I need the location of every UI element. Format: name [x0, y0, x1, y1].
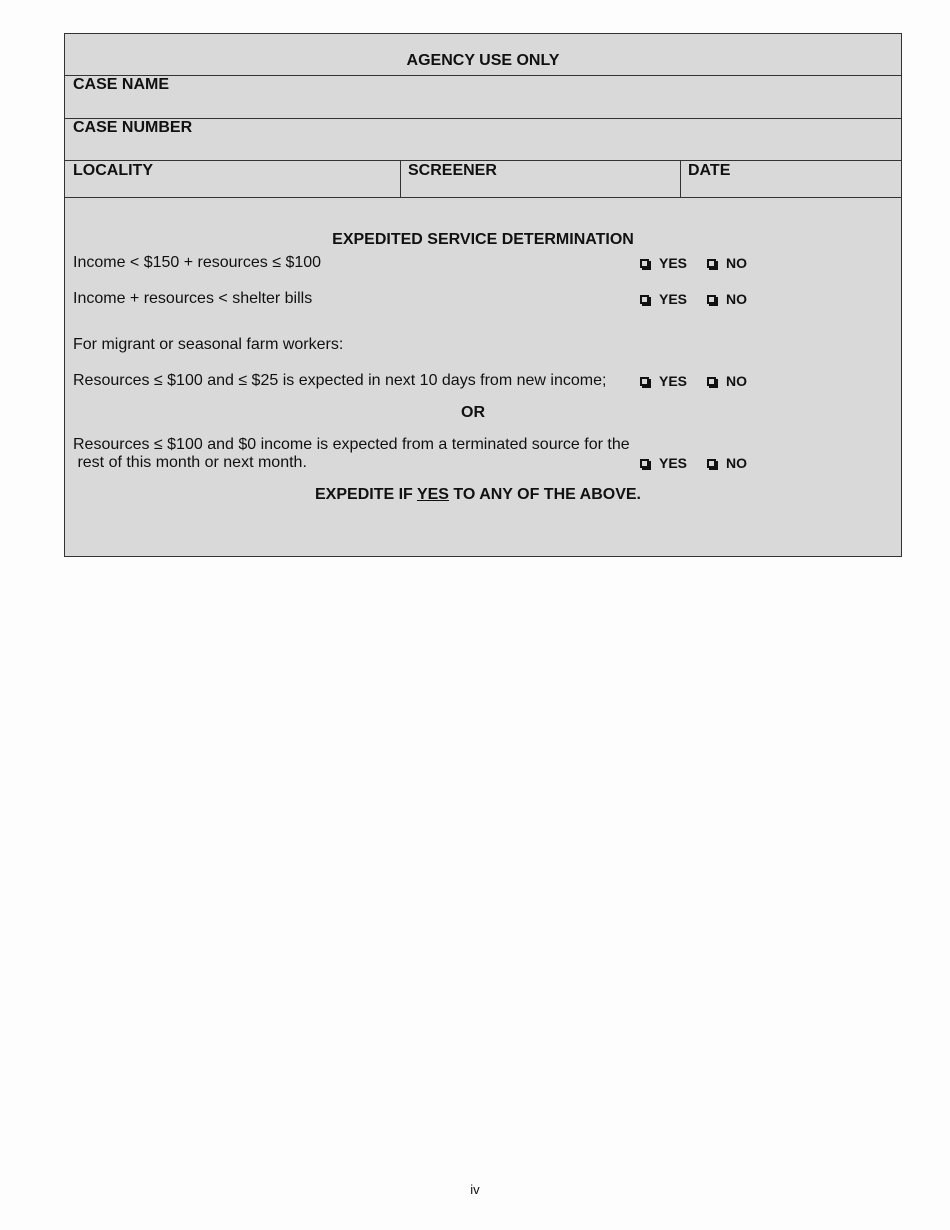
checkbox-icon: [640, 295, 649, 304]
criterion-text: Resources ≤ $100 and $0 income is expected from a terminated source for the: [73, 436, 630, 453]
date-field[interactable]: DATE: [688, 162, 731, 179]
locality-field[interactable]: LOCALITY: [73, 162, 153, 179]
yes-checkbox[interactable]: YES: [640, 255, 687, 271]
case-number-field[interactable]: CASE NUMBER: [73, 119, 193, 136]
checkbox-icon: [640, 459, 649, 468]
yes-checkbox[interactable]: YES: [640, 291, 687, 307]
form-title: AGENCY USE ONLY: [406, 52, 560, 69]
case-name-field[interactable]: CASE NAME: [73, 76, 170, 93]
checkbox-icon: [707, 295, 716, 304]
divider: [65, 197, 901, 198]
no-checkbox[interactable]: NO: [707, 291, 747, 307]
divider: [65, 160, 901, 161]
criterion-text: Income + resources < shelter bills: [73, 290, 313, 307]
migrant-heading: For migrant or seasonal farm workers:: [73, 336, 344, 353]
no-checkbox[interactable]: NO: [707, 455, 747, 471]
checkbox-icon: [707, 459, 716, 468]
checkbox-icon: [707, 259, 716, 268]
divider: [65, 75, 901, 76]
checkbox-icon: [640, 259, 649, 268]
divider: [400, 160, 401, 197]
section-title: EXPEDITED SERVICE DETERMINATION: [332, 231, 634, 248]
no-checkbox[interactable]: NO: [707, 255, 747, 271]
no-checkbox[interactable]: NO: [707, 373, 747, 389]
screener-field[interactable]: SCREENER: [408, 162, 497, 179]
criterion-text: Resources ≤ $100 and ≤ $25 is expected in next 10 days from new income;: [73, 372, 607, 389]
agency-use-form: [64, 33, 902, 557]
yes-checkbox[interactable]: YES: [640, 373, 687, 389]
criterion-text: rest of this month or next month.: [73, 454, 307, 471]
checkbox-icon: [640, 377, 649, 386]
yes-checkbox[interactable]: YES: [640, 455, 687, 471]
checkbox-icon: [707, 377, 716, 386]
criterion-text: Income < $150 + resources ≤ $100: [73, 254, 322, 271]
expedite-instruction: EXPEDITE IF YES TO ANY OF THE ABOVE.: [315, 486, 641, 503]
page-number: iv: [470, 1182, 480, 1197]
or-label: OR: [461, 404, 485, 421]
divider: [680, 160, 681, 197]
